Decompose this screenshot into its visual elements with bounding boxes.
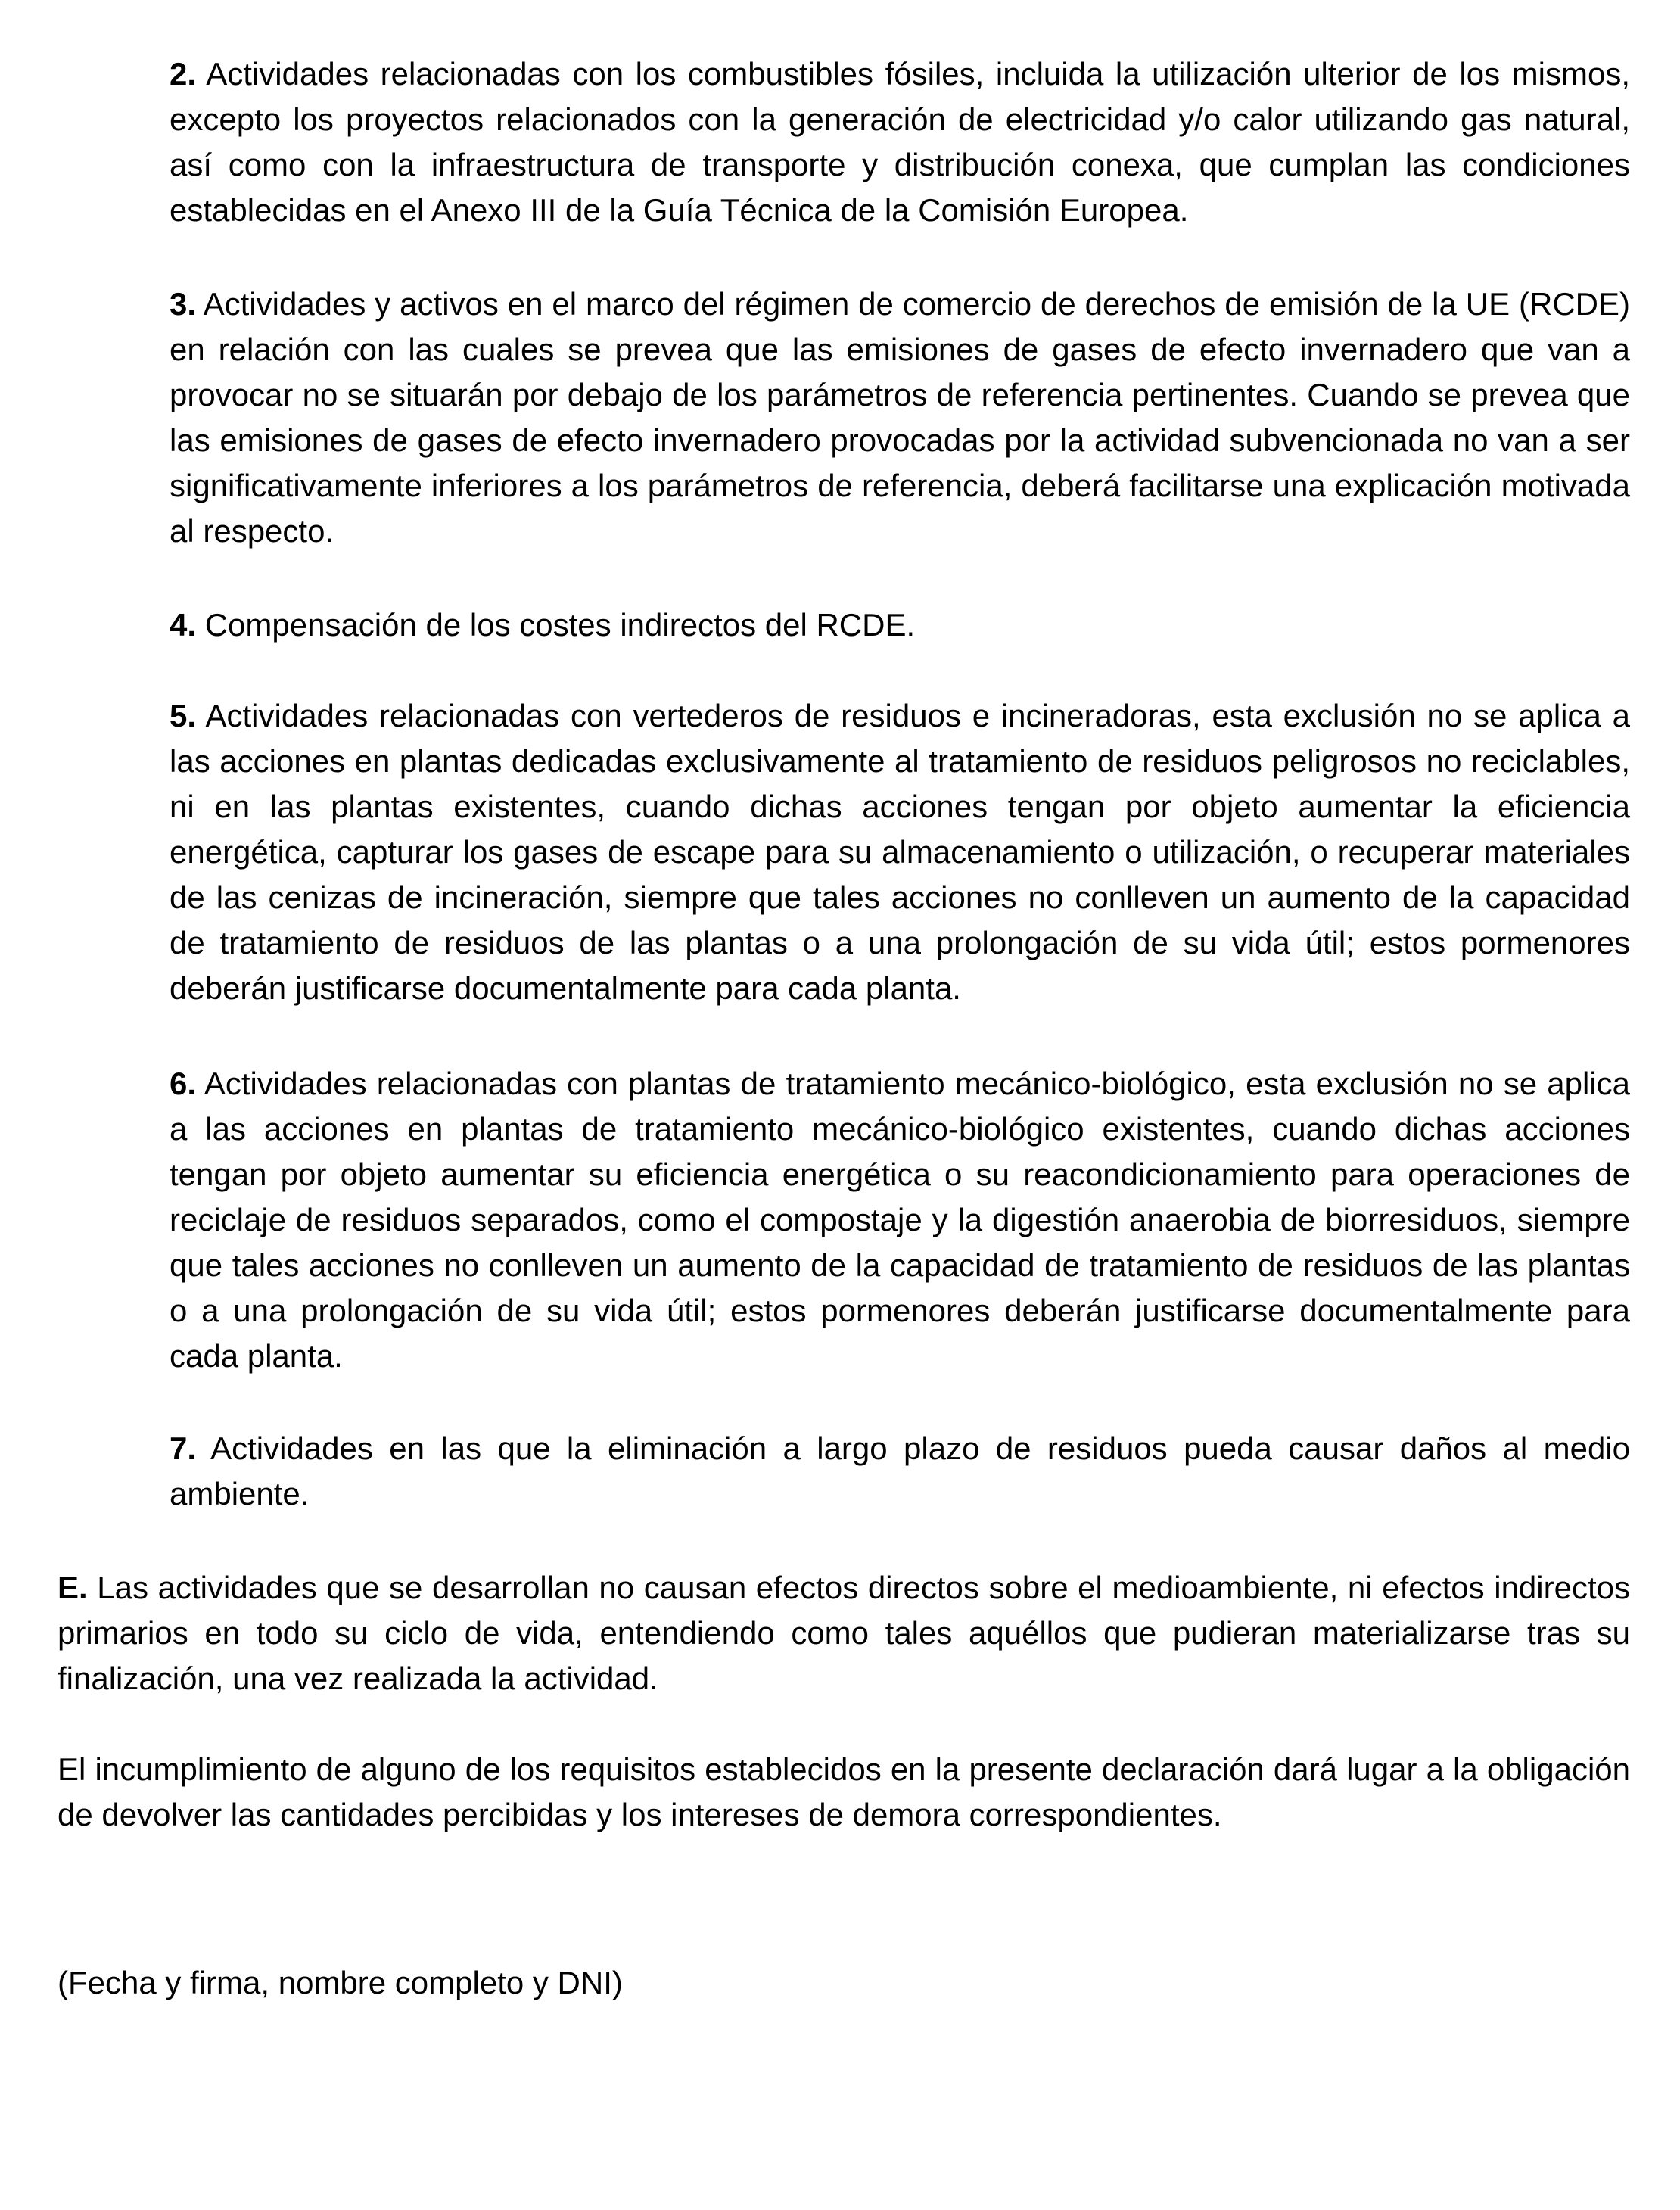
item-6-number: 6. — [170, 1066, 197, 1101]
item-5-number: 5. — [170, 698, 197, 733]
item-5-text: Actividades relacionadas con vertederos de residuos e incineradoras, esta exclusión no se aplica a las acciones en plantas dedicadas exclusivamente al tratamiento de residuos peligrosos no reciclables, ni en las plantas existentes, cuando dichas acciones tengan por objeto aumentar la eficiencia energética, capturar los gases de escape para su almacenamiento o utilización, o recuperar materiales de las cenizas de incineración, siempre que tales acciones no conlleven un aumento de la capacidad de tratamiento de residuos de las plantas o a una prolongación de su vida útil; estos pormenores deberán justificarse documentalmente para cada planta. — [170, 698, 1630, 1006]
item-3-number: 3. — [170, 286, 197, 322]
item-2-text: Actividades relacionadas con los combustibles fósiles, incluida la utilización ulterior de los mismos, excepto los proyectos relacionados con la generación de electricidad y/o calor utilizando gas natural, así como con la infraestructura de transporte y distribución conexa, que cumplan las condiciones establecidas en el Anexo III de la Guía Técnica de la Comisión Europea. — [170, 56, 1630, 228]
item-7-text: Actividades en las que la eliminación a largo plazo de residuos pueda causar daños al medio ambiente. — [170, 1430, 1630, 1511]
item-2 — [170, 51, 1630, 233]
section-e-text: Las actividades que se desarrollan no causan efectos directos sobre el medioambiente, ni efectos indirectos primarios en todo su ciclo de vida, entendiendo como tales aquéllos que pudieran materializarse tras su finalización, una vez realizada la actividad. — [58, 1570, 1630, 1696]
noncompliance-paragraph: El incumplimiento de alguno de los requisitos establecidos en la presente declaración dará lugar a la obligación de devolver las cantidades percibidas y los intereses de demora correspondientes. — [58, 1751, 1630, 1832]
item-3 — [170, 282, 1630, 554]
item-4-number: 4. — [170, 607, 197, 643]
section-e-letter: E. — [58, 1570, 88, 1605]
item-6 — [170, 1061, 1630, 1379]
item-2-number: 2. — [170, 56, 197, 92]
item-7 — [170, 1426, 1630, 1517]
item-4 — [170, 602, 1630, 648]
section-e — [58, 1565, 1630, 1701]
signature-line: (Fecha y firma, nombre completo y DNI) — [58, 1965, 623, 2000]
item-3-text: Actividades y activos en el marco del régimen de comercio de derechos de emisión de la UE (RCDE) en relación con las cuales se prevea que las emisiones de gases de efecto invernadero que van a provocar no se situarán por debajo de los parámetros de referencia pertinentes. Cuando se prevea que las emisiones de gases de efecto invernadero provocadas por la actividad subvencionada no van a ser significativamente inferiores a los parámetros de referencia, deberá facilitarse una explicación motivada al respecto. — [170, 286, 1630, 549]
item-4-text: Compensación de los costes indirectos del RCDE. — [196, 607, 916, 643]
item-5 — [170, 693, 1630, 1011]
item-7-number: 7. — [170, 1430, 197, 1466]
item-6-text: Actividades relacionadas con plantas de tratamiento mecánico-biológico, esta exclusión no se aplica a las acciones en plantas de tratamiento mecánico-biológico existentes, cuando dichas acciones tengan por objeto aumentar su eficiencia energética o su reacondicionamiento para operaciones de reciclaje de residuos separados, como el compostaje y la digestión anaerobia de biorresiduos, siempre que tales acciones no conlleven un aumento de la capacidad de tratamiento de residuos de las plantas o a una prolongación de su vida útil; estos pormenores deberán justificarse documentalmente para cada planta. — [170, 1066, 1630, 1374]
